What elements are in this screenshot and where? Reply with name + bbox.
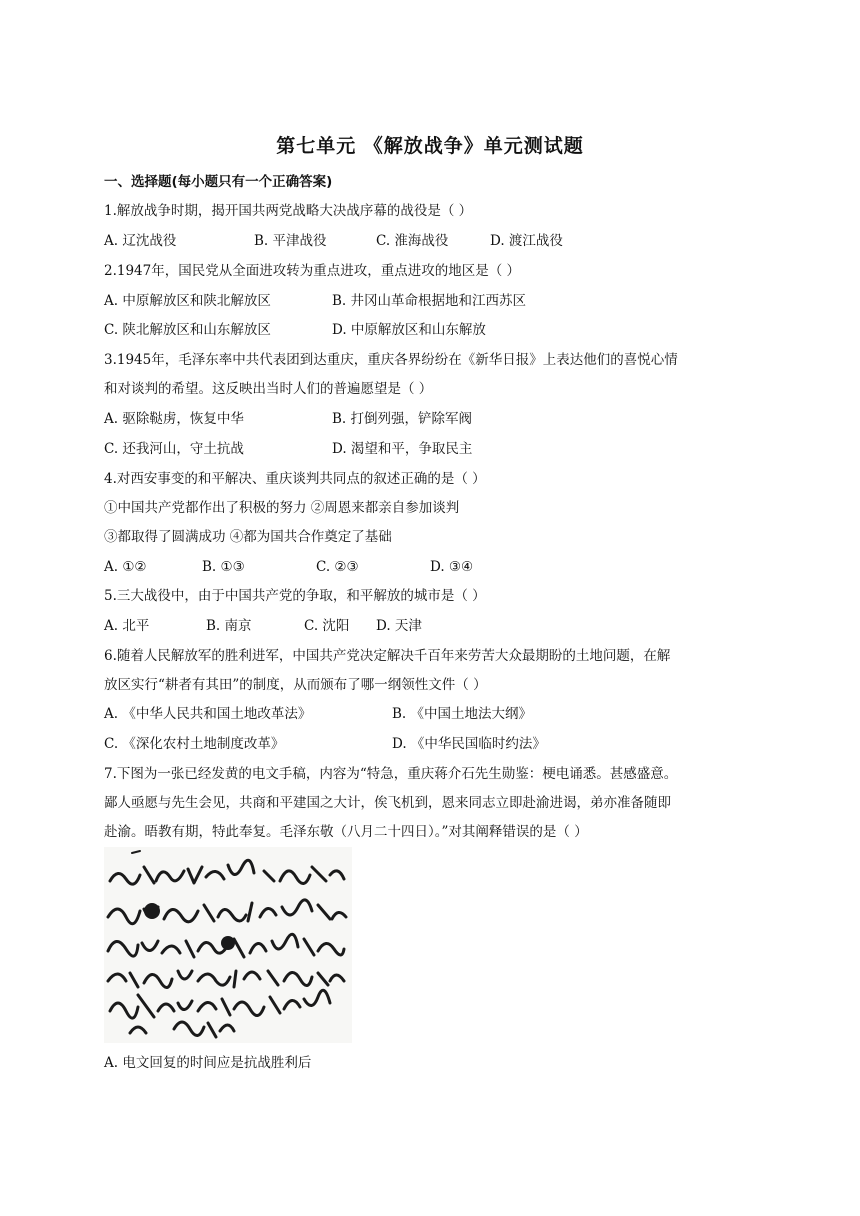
option-d: D. 渴望和平，争取民主 [332,441,473,457]
question-7-stem-line-2: 鄙人亟愿与先生会见，共商和平建国之大计，俟飞机到，恩来同志立即赴渝进谒，弟亦准备随即 [104,795,671,811]
question-4-stem-line-2: ①中国共产党都作出了积极的努力 ②周恩来都亲自参加谈判 [104,500,460,516]
question-7-option-a: A. 电文回复的时间应是抗战胜利后 [104,1055,312,1071]
option-c: C. 还我河山，守土抗战 [104,441,244,457]
option-c: C. 沈阳 [304,618,350,634]
handwritten-telegram-image [104,847,352,1043]
option-a: A. 中原解放区和陕北解放区 [104,293,271,309]
question-7-stem-line-1: 7.下图为一张已经发黄的电文手稿，内容为“特急，重庆蒋介石先生勋鉴：梗电诵悉。甚感盛意。 [104,766,678,782]
calligraphy-icon [104,847,352,1043]
question-4-stem-line-3: ③都取得了圆满成功 ④都为国共合作奠定了基础 [104,529,392,545]
question-1-stem: 1.解放战争时期，揭开国共两党战略大决战序幕的战役是（ ） [104,203,473,219]
option-a: A. 辽沈战役 [104,233,177,249]
question-6-stem-line-2: 放区实行“耕者有其田”的制度，从而颁布了哪一纲领性文件（ ） [104,677,487,693]
option-d: D. 《中华民国临时约法》 [392,736,546,752]
question-2-stem: 2.1947年，国民党从全面进攻转为重点进攻，重点进攻的地区是（ ） [104,263,521,279]
option-d: D. 渡江战役 [490,233,563,249]
option-d: D. ③④ [430,559,474,575]
option-a: A. ①② [104,559,147,575]
option-b: B. 打倒列强，铲除军阀 [332,411,473,427]
question-3-stem-line-1: 3.1945年，毛泽东率中共代表团到达重庆，重庆各界纷纷在《新华日报》上表达他们的喜悦心情 [104,352,678,368]
option-b: B. 南京 [206,618,252,634]
option-c: C. 陕北解放区和山东解放区 [104,322,271,338]
option-c: C. 淮海战役 [376,233,449,249]
option-b: B. 平津战役 [254,233,327,249]
option-b: B. 《中国土地法大纲》 [392,706,533,722]
question-3-stem-line-2: 和对谈判的希望。这反映出当时人们的普遍愿望是（ ） [104,381,433,397]
question-4-stem-line-1: 4.对西安事变的和平解决、重庆谈判共同点的叙述正确的是（ ） [104,471,486,487]
question-7-stem-line-3: 赴渝。晤教有期，特此奉复。毛泽东敬（八月二十四日）。”对其阐释错误的是（ ） [104,824,588,840]
option-c: C. 《深化农村土地制度改革》 [104,736,285,752]
option-d: D. 中原解放区和山东解放 [332,322,486,338]
option-a: A. 《中华人民共和国土地改革法》 [104,706,312,722]
option-a: A. 驱除鞑虏，恢复中华 [104,411,244,427]
section-heading: 一、选择题(每小题只有一个正确答案) [104,174,333,190]
option-b: B. ①③ [202,559,245,575]
page-title: 第七单元 《解放战争》单元测试题 [276,135,584,157]
option-b: B. 井冈山革命根据地和江西苏区 [332,293,527,309]
option-c: C. ②③ [316,559,359,575]
option-d: D. 天津 [376,618,422,634]
option-a: A. 北平 [104,618,150,634]
question-5-stem: 5.三大战役中，由于中国共产党的争取，和平解放的城市是（ ） [104,588,486,604]
question-6-stem-line-1: 6.随着人民解放军的胜利进军，中国共产党决定解决千百年来劳苦大众最期盼的土地问题，在解 [104,648,671,664]
